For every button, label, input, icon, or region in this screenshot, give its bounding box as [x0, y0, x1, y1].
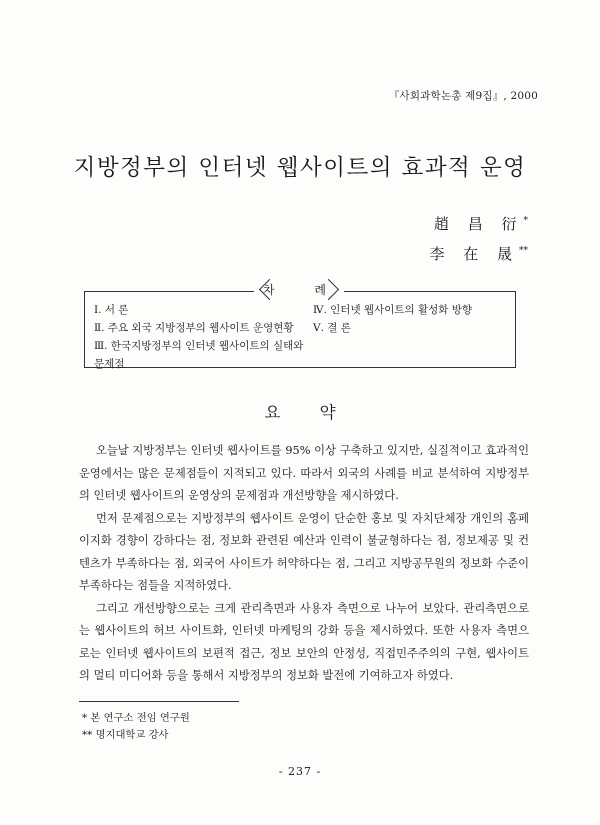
- abstract-paragraph: 먼저 문제점으로는 지방정부의 웹사이트 운영이 단순한 홍보 및 자치단체장 개인의 홈페이지화 경향이 강하다는 점, 정보화 관련된 예산과 인력이 불균형하다는 점, 정보제공 및 컨텐츠가 부족하다는 점, 외국어 사이트가 허약하다는 점, 그리고 지방공무원의 정보화 수준이 부족하다는 점들을 지적하였다.: [79, 511, 529, 592]
- abstract-body: [79, 440, 529, 688]
- page-number: - 237 -: [278, 765, 322, 778]
- toc-item: Ⅳ. 인터넷 웹사이트의 활성화 방향: [313, 304, 473, 316]
- toc-heading: 차 례: [254, 278, 344, 303]
- abstract-paragraph: 그리고 개선방향으로는 크게 관리측면과 사용자 측면으로 나누어 보았다. 관리측면으로는 웹사이트의 허브 사이트화, 인터넷 마케팅의 강화 등을 제시하였다. 또한 사용자 측면으로는 인터넷 웹사이트의 보편적 접근, 정보 보안의 안정성, 직접민주주의의 구현, 웹사이트의 멀티 미디어화 등을 통해서 지방정부의 정보화 발전에 기여하고자 하였다.: [79, 601, 529, 682]
- author-name: 趙 昌 衍: [433, 215, 524, 233]
- author-2: [429, 238, 528, 268]
- author-footnote-mark: **: [519, 246, 528, 256]
- paper-title: 지방정부의 인터넷 웹사이트의 효과적 운영: [73, 155, 527, 181]
- toc-item: Ⅴ. 결 론: [313, 322, 351, 334]
- footnote-divider: [79, 701, 239, 702]
- toc-left-column: [94, 301, 309, 373]
- author-footnote-mark: *: [523, 216, 528, 226]
- abstract-paragraph: 오늘날 지방정부는 인터넷 웹사이트를 95% 이상 구축하고 있지만, 실질적이고 효과적인 운영에서는 많은 문제점들이 지적되고 있다. 따라서 외국의 사례를 비교 분석하여 지방정부의 인터넷 웹사이트의 운영상의 문제점과 개선방향을 제시하였다.: [79, 444, 529, 502]
- footnote: * 본 연구소 전임 연구원: [82, 712, 190, 724]
- journal-citation: 『사회과학논총 제9집』, 2000: [388, 90, 538, 102]
- author-name: 李 在 晟: [429, 245, 519, 263]
- footnotes: [82, 710, 190, 744]
- toc-item: Ⅱ. 주요 외국 지방정부의 웹사이트 운영현황: [94, 322, 294, 334]
- footnote: ** 명지대학교 강사: [82, 729, 169, 741]
- author-list: [429, 208, 528, 268]
- toc-item: Ⅲ. 한국지방정부의 인터넷 웹사이트의 실태와 문제점: [94, 340, 304, 370]
- abstract-heading: 요 약: [264, 403, 353, 422]
- toc-item: Ⅰ. 서 론: [94, 304, 129, 316]
- author-1: [429, 208, 528, 238]
- toc-right-column: [313, 301, 513, 337]
